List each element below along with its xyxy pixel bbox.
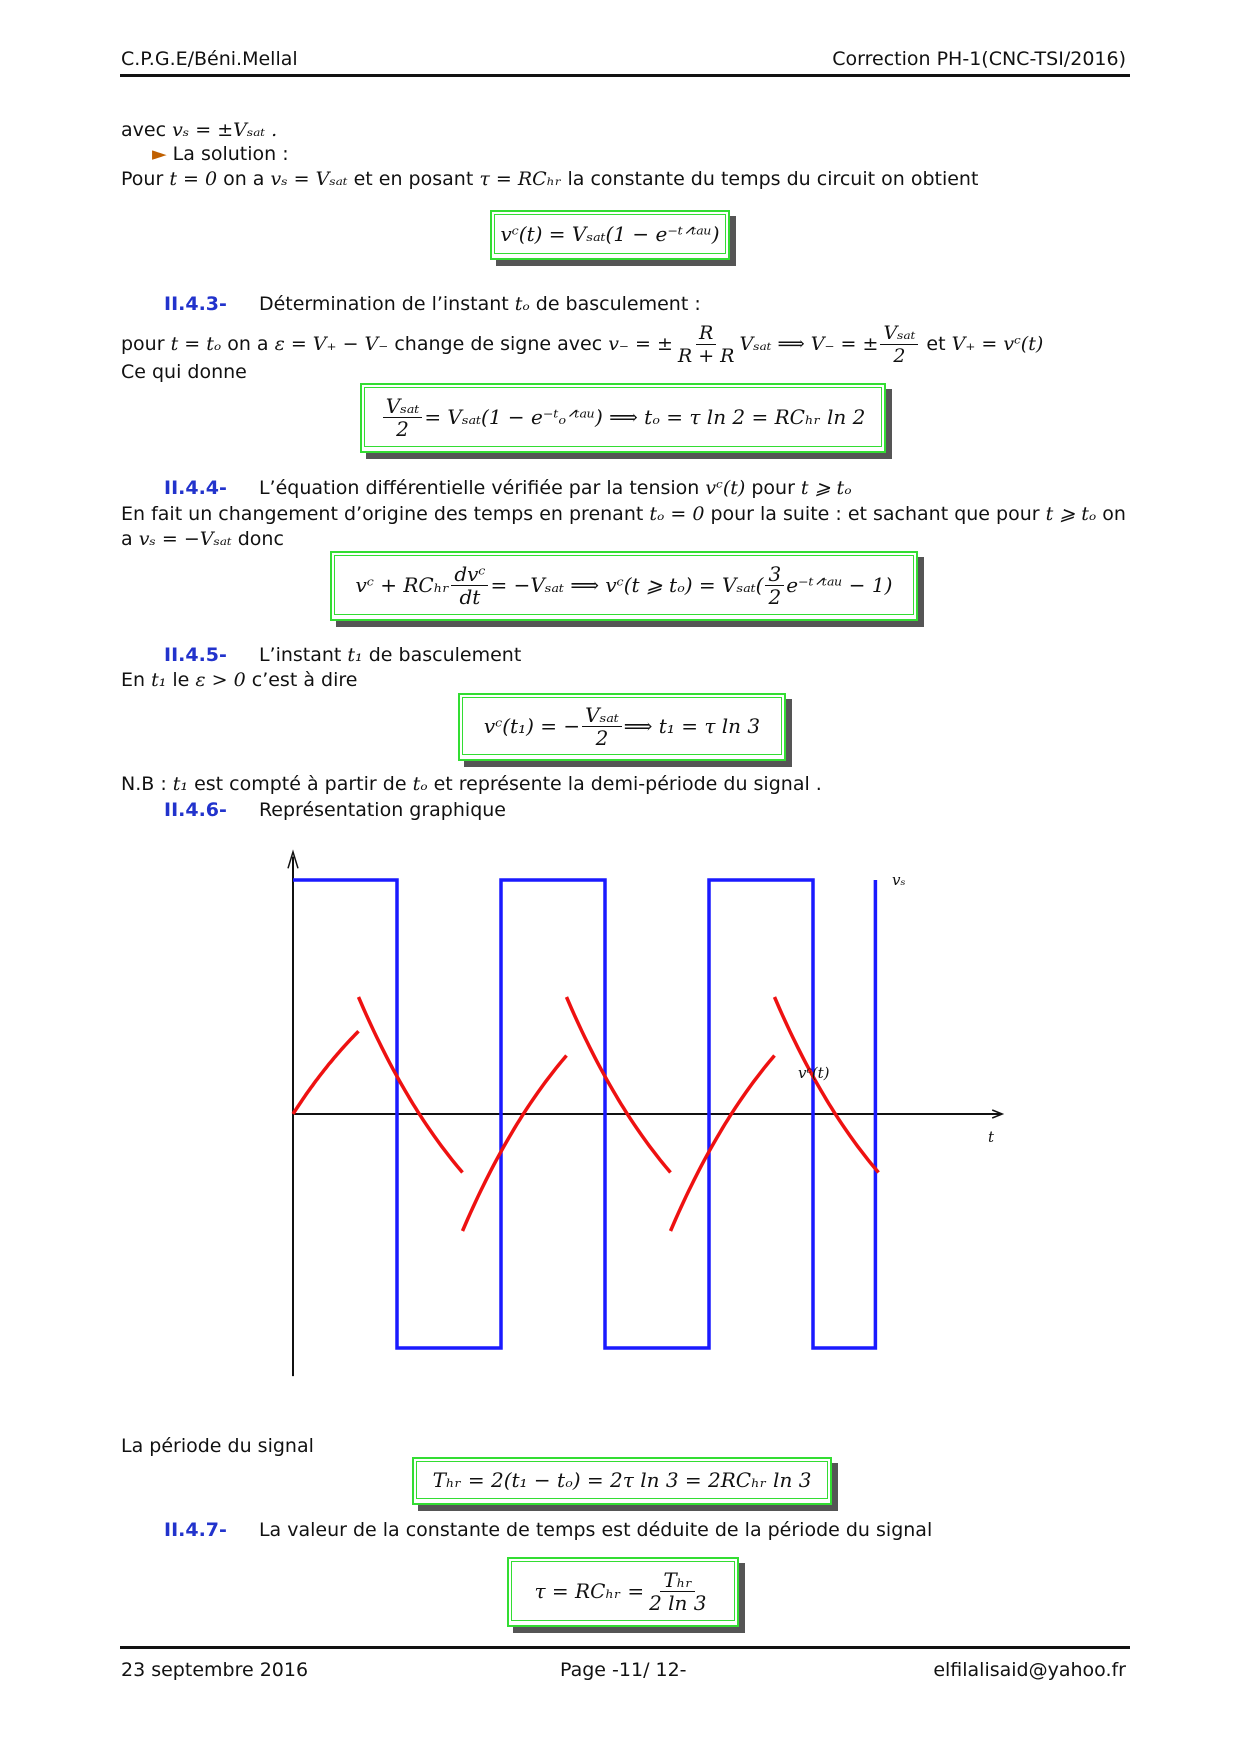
solution-label: La solution :: [172, 143, 289, 165]
section-title: L’instant: [258, 644, 348, 666]
frac-num: Vₛₐₜ: [880, 322, 918, 345]
series-vc-segment-1: [359, 997, 463, 1173]
math: t = tₒ: [170, 333, 222, 355]
math: tₒ: [514, 293, 530, 315]
equation: [511, 1561, 735, 1621]
frac-den: 2: [893, 345, 906, 367]
text: est compté à partir de: [188, 773, 413, 795]
text: le: [166, 669, 196, 691]
period-label: La période du signal: [121, 1435, 314, 1457]
frac-num: Vₛₐₜ: [582, 704, 622, 727]
series-vc-segment-5: [775, 997, 879, 1173]
math: vₛ = Vₛₐₜ: [270, 168, 348, 190]
fraction: [646, 1569, 709, 1614]
text: et: [920, 333, 952, 355]
sec-a: II: [164, 477, 179, 499]
text: la constante du temps du circuit on obtient: [561, 168, 979, 190]
frac-num: dvᶜ: [451, 563, 488, 586]
footer-email[interactable]: elfilalisaid@yahoo.fr: [933, 1659, 1126, 1681]
section-title: La valeur de la constante de temps est déduite de la période du signal: [258, 1519, 933, 1541]
section-title: L’équation différentielle vérifiée par la tension: [258, 477, 706, 499]
section-title: Détermination de l’instant: [258, 293, 515, 315]
math: v₋ = ±: [608, 333, 673, 355]
bullet-arrow-icon: ►: [152, 143, 167, 165]
section-number: [164, 1519, 227, 1541]
sec-a: II: [164, 799, 179, 821]
series-vc-segment-0: [293, 1031, 359, 1114]
equation-box-tau: [507, 1557, 739, 1627]
s3-line-2: Ce qui donne: [121, 361, 247, 383]
header-right: Correction PH-1(CNC-TSI/2016): [832, 48, 1126, 70]
math: tₒ = 0: [649, 503, 705, 525]
equation-box-period: [412, 1457, 832, 1505]
frac-num: 3: [765, 563, 784, 586]
sec-b: .4.7-: [178, 1519, 227, 1541]
label-vs: vₛ: [892, 871, 906, 889]
math: vₛ = −Vₛₐₜ: [138, 528, 232, 550]
eq-part: vᶜ(t₁) = −: [483, 714, 581, 738]
frac-num: Vₛₐₜ: [383, 395, 423, 418]
text: et en posant: [347, 168, 480, 190]
sec-b: .4.5-: [178, 644, 227, 666]
text: on a: [217, 168, 271, 190]
label-t: t: [988, 1128, 995, 1146]
frac-den: dt: [459, 584, 481, 609]
text: de basculement: [362, 644, 522, 666]
sec-a: II: [164, 644, 179, 666]
sec-a: II: [164, 1519, 179, 1541]
math: V₊ = vᶜ(t): [951, 333, 1044, 355]
text: on: [1096, 503, 1126, 525]
footer-date: 23 septembre 2016: [121, 1659, 309, 1681]
text: En fait un changement d’origine des temps en prenant: [121, 503, 650, 525]
text: on a: [221, 333, 275, 355]
math: ε > 0: [195, 669, 246, 691]
sec-a: II: [164, 293, 179, 315]
equation-rest: = Vₛₐₜ(1 − e⁻ᵗₒᐟᵗᵃᵘ) ⟹ tₒ = τ ln 2 = RCₕᵣ ln 2: [424, 405, 866, 429]
math: Vₛₐₜ ⟹ V₋ = ±: [739, 333, 879, 355]
equation: Tₕᵣ = 2(t₁ − tₒ) = 2τ ln 3 = 2RCₕᵣ ln 3: [416, 1461, 828, 1499]
sec-b: .4.3-: [178, 293, 227, 315]
math: τ = RCₕᵣ: [479, 168, 562, 190]
text: c’est à dire: [245, 669, 358, 691]
series-vc-segment-4: [671, 1056, 775, 1232]
eq-part: ⟹ t₁ = τ ln 3: [623, 714, 761, 738]
section-title: Représentation graphique: [258, 799, 506, 821]
text: Pour: [121, 168, 170, 190]
text: de basculement :: [529, 293, 701, 315]
footer-page: Page -11/ 12-: [560, 1659, 687, 1681]
frac-den: 2: [595, 725, 609, 750]
intro-text: avec: [121, 119, 173, 141]
math: t₁: [172, 773, 189, 795]
sec-b: .4.6-: [178, 799, 227, 821]
section-ii-4-7: [164, 1518, 932, 1542]
header-left: C.P.G.E/Béni.Mellal: [121, 48, 298, 70]
text: pour la suite : et sachant que pour: [704, 503, 1046, 525]
text: donc: [231, 528, 284, 550]
text: N.B :: [121, 773, 173, 795]
text: En: [121, 669, 152, 691]
intro-math: vₛ = ±Vₛₐₜ .: [172, 119, 278, 141]
frac-den: 2 ln 3: [649, 1590, 707, 1615]
frac-den: R + R: [677, 345, 735, 367]
math: vᶜ(t): [705, 477, 746, 499]
math: t = 0: [169, 168, 218, 190]
math: t₁: [347, 644, 363, 666]
math: ε = V₊ − V₋: [274, 333, 389, 355]
frac-num: R: [696, 322, 716, 345]
text: pour: [121, 333, 171, 355]
frac-den: 2: [768, 584, 782, 609]
eq-part: e⁻ᵗᐟᵗᵃᵘ − 1): [786, 573, 893, 597]
math: t₁: [151, 669, 167, 691]
math: tₒ: [412, 773, 428, 795]
eq-part: = −Vₛₐₜ ⟹ vᶜ(t ⩾ tₒ) = Vₛₐₜ(: [490, 573, 764, 597]
label-vc: vᶜ(t): [798, 1064, 830, 1082]
text: change de signe avec: [388, 333, 609, 355]
text: pour: [745, 477, 801, 499]
series-vc-segment-3: [567, 997, 671, 1173]
footer-rule: [120, 1646, 1130, 1649]
text: a: [121, 528, 139, 550]
frac-num: Tₕᵣ: [660, 1569, 695, 1592]
math: t ⩾ tₒ: [1045, 503, 1097, 525]
sec-b: .4.4-: [178, 477, 227, 499]
series-vc-segment-2: [463, 1056, 567, 1232]
eq-part: vᶜ + RCₕᵣ: [355, 573, 450, 597]
equation: vᶜ(t) = Vₛₐₜ(1 − e⁻ᵗᐟᵗᵃᵘ): [494, 214, 726, 254]
frac-den: 2: [396, 416, 409, 441]
eq-part: τ = RCₕᵣ =: [534, 1579, 645, 1603]
math: t ⩾ tₒ: [800, 477, 852, 499]
text: et représente la demi-période du signal .: [427, 773, 822, 795]
